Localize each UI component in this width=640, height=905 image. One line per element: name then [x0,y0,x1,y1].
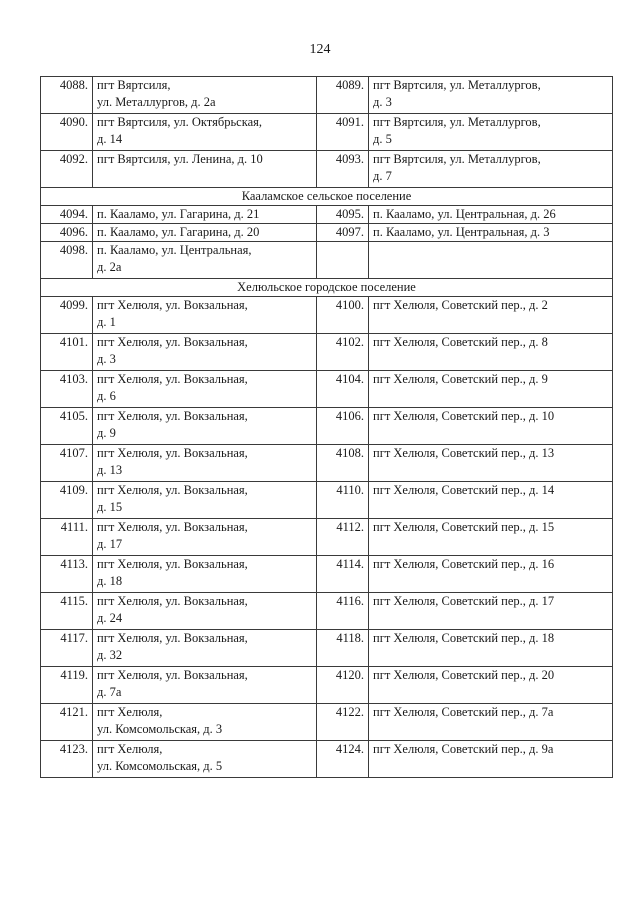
entry-address: пгт Хелюля, Советский пер., д. 7а [369,704,613,741]
entry-number: 4094. [41,206,93,224]
entry-number: 4120. [317,667,369,704]
entry-number: 4118. [317,630,369,667]
entry-number: 4095. [317,206,369,224]
entry-number: 4088. [41,77,93,114]
entry-number: 4116. [317,593,369,630]
entry-address: пгт Хелюля, ул. Вокзальная, д. 7а [93,667,317,704]
entry-number: 4110. [317,482,369,519]
table-row [41,630,613,667]
entry-address: пгт Хелюля, ул. Комсомольская, д. 3 [93,704,317,741]
entry-number: 4122. [317,704,369,741]
entry-address: пгт Вяртсиля, ул. Металлургов, д. 3 [369,77,613,114]
table-row [41,482,613,519]
entry-address: пгт Хелюля, ул. Вокзальная, д. 18 [93,556,317,593]
entry-address: пгт Хелюля, ул. Вокзальная, д. 9 [93,408,317,445]
entry-number: 4115. [41,593,93,630]
section-title: Кааламское сельское поселение [41,188,613,206]
entry-number [317,242,369,279]
entry-number: 4104. [317,371,369,408]
entry-address: пгт Хелюля, Советский пер., д. 17 [369,593,613,630]
table-row [41,151,613,188]
entry-number: 4108. [317,445,369,482]
entry-number: 4102. [317,334,369,371]
address-table [40,76,613,778]
entry-address: пгт Хелюля, ул. Вокзальная, д. 13 [93,445,317,482]
table-row [41,445,613,482]
entry-address: пгт Хелюля, Советский пер., д. 13 [369,445,613,482]
section-header-row [41,279,613,297]
section-header-row [41,188,613,206]
entry-address: пгт Хелюля, Советский пер., д. 9 [369,371,613,408]
entry-number: 4111. [41,519,93,556]
entry-address [369,242,613,279]
entry-number: 4093. [317,151,369,188]
entry-number: 4097. [317,224,369,242]
entry-address: пгт Хелюля, ул. Вокзальная, д. 3 [93,334,317,371]
entry-address: пгт Хелюля, Советский пер., д. 18 [369,630,613,667]
table-row [41,297,613,334]
entry-address: пгт Хелюля, Советский пер., д. 9а [369,741,613,778]
table-row [41,371,613,408]
entry-number: 4096. [41,224,93,242]
table-row [41,77,613,114]
entry-number: 4113. [41,556,93,593]
entry-address: пгт Хелюля, Советский пер., д. 20 [369,667,613,704]
table-row [41,593,613,630]
entry-number: 4099. [41,297,93,334]
entry-address: п. Кааламо, ул. Гагарина, д. 21 [93,206,317,224]
entry-number: 4112. [317,519,369,556]
entry-address: п. Кааламо, ул. Гагарина, д. 20 [93,224,317,242]
entry-number: 4090. [41,114,93,151]
entry-address: пгт Хелюля, ул. Вокзальная, д. 24 [93,593,317,630]
entry-address: пгт Хелюля, Советский пер., д. 16 [369,556,613,593]
table-row [41,519,613,556]
entry-address: пгт Вяртсиля, ул. Металлургов, д. 2а [93,77,317,114]
table-row [41,704,613,741]
entry-address: п. Кааламо, ул. Центральная, д. 3 [369,224,613,242]
entry-address: пгт Хелюля, Советский пер., д. 14 [369,482,613,519]
entry-address: пгт Хелюля, Советский пер., д. 15 [369,519,613,556]
entry-number: 4105. [41,408,93,445]
entry-number: 4100. [317,297,369,334]
table-row [41,206,613,224]
address-table-body [41,77,613,778]
entry-address: пгт Хелюля, ул. Вокзальная, д. 15 [93,482,317,519]
entry-address: пгт Вяртсиля, ул. Металлургов, д. 5 [369,114,613,151]
entry-number: 4124. [317,741,369,778]
entry-number: 4123. [41,741,93,778]
entry-number: 4119. [41,667,93,704]
entry-number: 4114. [317,556,369,593]
table-row [41,114,613,151]
table-row [41,224,613,242]
table-row [41,334,613,371]
entry-number: 4091. [317,114,369,151]
table-row [41,667,613,704]
page-number: 124 [309,42,331,57]
entry-address: пгт Вяртсиля, ул. Ленина, д. 10 [93,151,317,188]
table-row [41,408,613,445]
entry-number: 4106. [317,408,369,445]
entry-address: п. Кааламо, ул. Центральная, д. 26 [369,206,613,224]
entry-address: пгт Хелюля, ул. Вокзальная, д. 1 [93,297,317,334]
entry-number: 4107. [41,445,93,482]
entry-number: 4098. [41,242,93,279]
table-row [41,556,613,593]
entry-address: пгт Хелюля, Советский пер., д. 10 [369,408,613,445]
entry-number: 4092. [41,151,93,188]
entry-address: пгт Хелюля, Советский пер., д. 8 [369,334,613,371]
entry-address: пгт Хелюля, ул. Вокзальная, д. 32 [93,630,317,667]
entry-address: п. Кааламо, ул. Центральная, д. 2а [93,242,317,279]
entry-address: пгт Хелюля, ул. Вокзальная, д. 6 [93,371,317,408]
entry-address: пгт Хелюля, ул. Вокзальная, д. 17 [93,519,317,556]
entry-address: пгт Вяртсиля, ул. Октябрьская, д. 14 [93,114,317,151]
entry-address: пгт Хелюля, ул. Комсомольская, д. 5 [93,741,317,778]
entry-address: пгт Вяртсиля, ул. Металлургов, д. 7 [369,151,613,188]
entry-address: пгт Хелюля, Советский пер., д. 2 [369,297,613,334]
section-title: Хелюльское городское поселение [41,279,613,297]
table-row [41,741,613,778]
table-row [41,242,613,279]
entry-number: 4117. [41,630,93,667]
entry-number: 4109. [41,482,93,519]
entry-number: 4089. [317,77,369,114]
entry-number: 4103. [41,371,93,408]
entry-number: 4121. [41,704,93,741]
entry-number: 4101. [41,334,93,371]
